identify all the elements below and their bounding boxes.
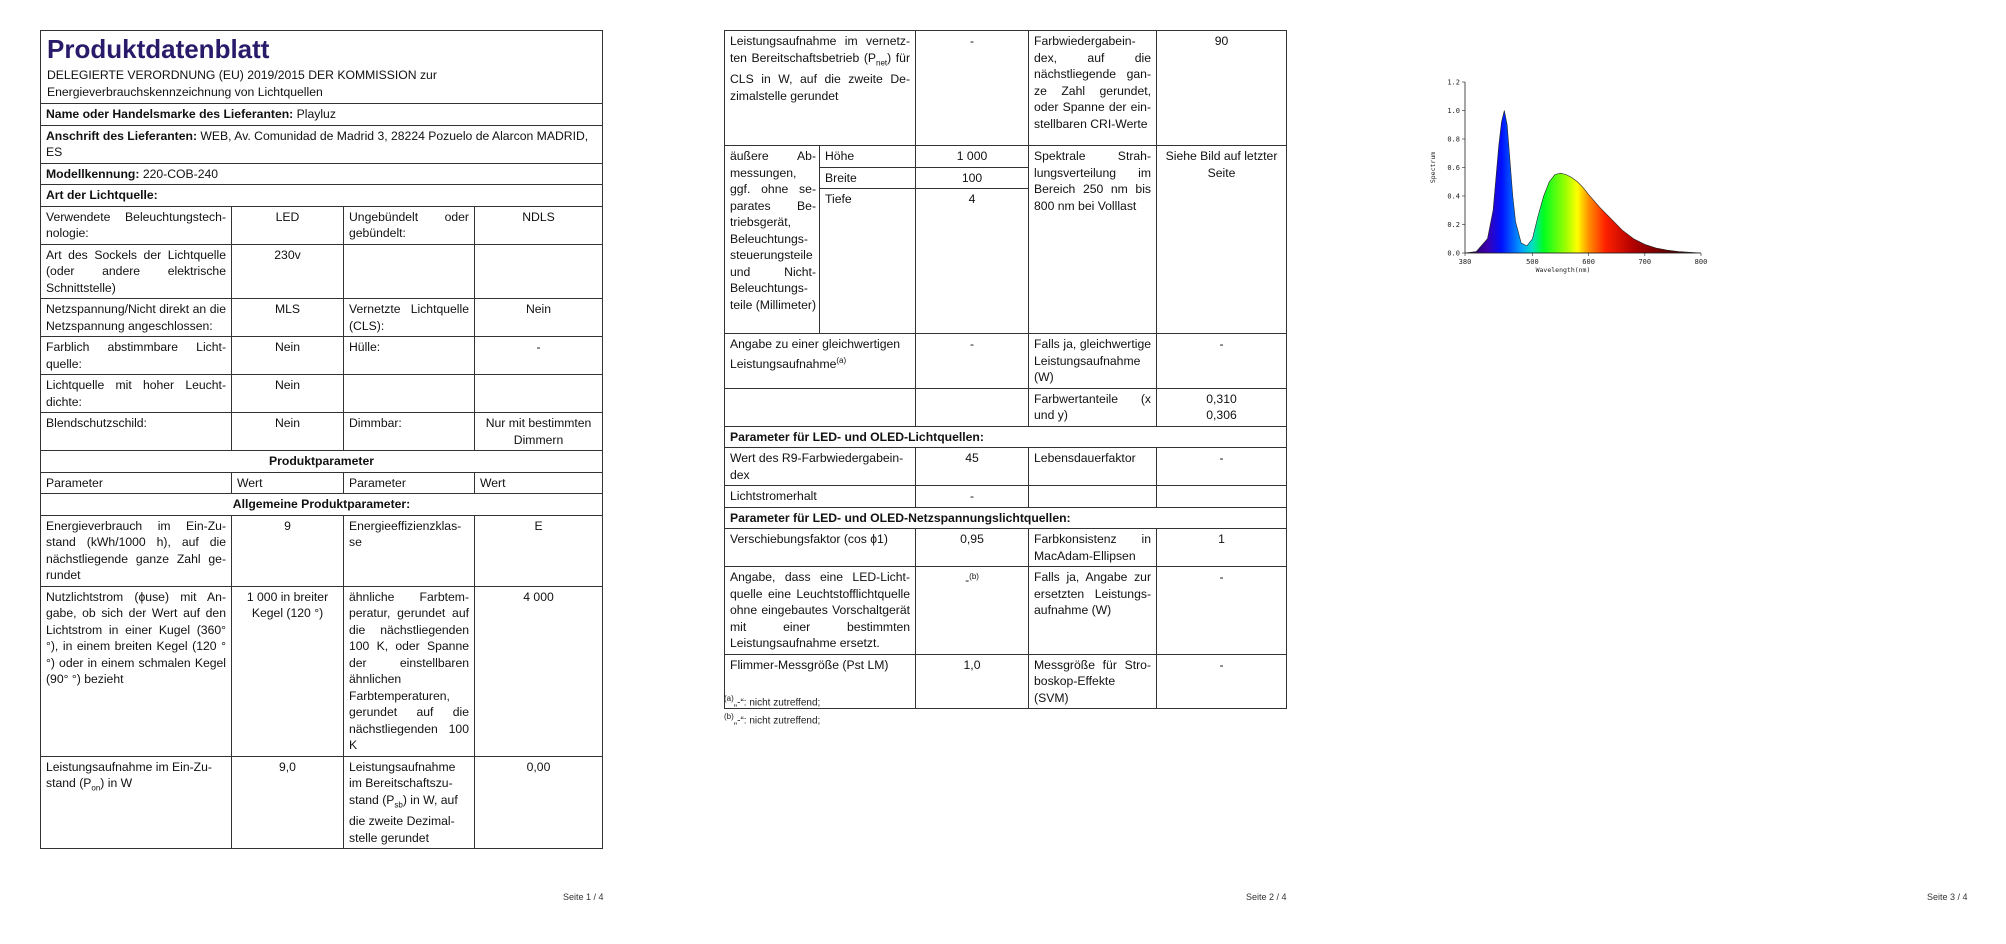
regulation-text: DELEGIERTE VERORDNUNG (EU) 2019/2015 DER KOMMISSION zur Energieverbrauchskennzeichnung von Lichtquellen <box>47 68 437 99</box>
table-row: Verschiebungsfaktor (cos ϕ1) 0,95 Farbkonsistenz in MacAdam-Ellipsen 1 <box>725 529 1287 567</box>
column-header-row: Parameter Wert Parameter Wert <box>41 472 603 494</box>
x-tick-label: 600 <box>1582 258 1595 266</box>
x-tick-label: 380 <box>1458 258 1472 266</box>
datasheet-page-1 <box>0 0 668 944</box>
table-row: Farblich abstimmbare Lichtquelle: Nein Hülle: - <box>41 337 603 375</box>
table-row: Leistungsaufnahme im Ein-Zustand $(P_{on})$ in W 9,0 Leistungsaufnahme im Bereitschaftszustand $(P_{sb})$ in W, auf die zweite Dezimalstelle gerundet 0,00 <box>41 756 603 849</box>
x-tick-label: 800 <box>1694 258 1708 266</box>
y-tick-label: 1.2 <box>1447 78 1460 87</box>
table-row: Leistungsaufnahme im vernetzten Bereitschaftsbetrieb $(P_{net})$ für CLS in W, auf die zweite Dezimalstelle gerundet - Farbwiedergabeindex, auf die nächstliegende ganze Zahl gerundet, oder Spanne der einstellbaren CRI-Werte 90 <box>725 31 1287 146</box>
product-sheet-table-2 <box>724 30 1287 709</box>
spectrum-chart <box>1423 68 1723 288</box>
footnote-a: $^{(a)}$„-“: nicht zutreffend; <box>724 694 821 709</box>
table-row: Art des Sockels der Lichtquelle (oder andere elektrische Schnittstelle) 230v <box>41 244 603 299</box>
y-tick-label: 0.4 <box>1447 192 1460 201</box>
table-row: Angabe, dass eine LED-Lichtquelle eine Leuchtstofflichtquelle ohne eingebautes Vorschaltgerät mit einer bestimmten Leistungsaufnahme ersetzt. -$^{(b)}$ Falls ja, Angabe zur ersetzten Leistungsaufnahme (W) - <box>725 567 1287 655</box>
footnote-b: $^{(b)}$„-“: nicht zutreffend; <box>724 712 821 727</box>
datasheet-page-3 <box>1337 0 2006 944</box>
table-row: Angabe zu einer gleichwertigen Leistungsaufnahme$^{(a)}$ - Falls ja, gleichwertige Leistungsaufnahme (W) - <box>725 334 1287 389</box>
y-tick-label: 0.6 <box>1447 164 1460 172</box>
page-number: Seite 1 / 4 <box>563 892 604 902</box>
address-value: WEB, Av. Comunidad de Madrid 3, 28224 Pozuelo de Alarcon MADRID, ES <box>46 128 589 159</box>
table-row: Wert des R9-Farbwiedergabeindex 45 Lebensdauerfaktor - <box>725 448 1287 486</box>
x-tick-label: 700 <box>1638 258 1652 266</box>
y-tick-label: 0.2 <box>1447 221 1460 229</box>
supplier-value: Playluz <box>296 107 336 121</box>
page-number: Seite 3 / 4 <box>1927 892 1968 902</box>
address-row: Anschrift des Lieferanten: WEB, Av. Comunidad de Madrid 3, 28224 Pozuelo de Alarcon MADRID, ES <box>41 125 603 163</box>
table-row: äußere Abmessungen, ggf. ohne separates Betriebsgerät, Beleuchtungssteuerungsteile und Nicht-Beleuchtungsteile (Millimeter) Höhe 1 000 Spektrale Strahlungsverteilung im Bereich 250 nm bis 800 nm bei Volllast Siehe Bild auf letzter Seite <box>725 146 1287 168</box>
general-params-heading: Allgemeine Produktparameter: <box>41 494 603 516</box>
table-row: Farbwertanteile (x und y) 0,310 0,306 <box>725 388 1287 426</box>
y-tick-label: 0.0 <box>1447 249 1460 258</box>
table-row: Breite 100 <box>725 167 1287 189</box>
light-source-type-heading: Art der Lichtquelle: <box>41 185 603 207</box>
table-row: Energieverbrauch im Ein-Zustand (kWh/1000 h), auf die nächstliegende ganze Zahl gerundet 9 Energieeffizienzklasse E <box>41 515 603 586</box>
sheet-title: Produktdatenblatt <box>47 34 270 64</box>
table-row: Verwendete Beleuchtungstechnologie: LED Ungebündelt oder gebündelt: NDLS <box>41 206 603 244</box>
product-params-heading: Produktparameter <box>41 451 603 473</box>
table-row: Blendschutzschild: Nein Dimmbar: Nur mit bestimmten Dimmern <box>41 413 603 451</box>
product-sheet-table-1 <box>40 30 603 849</box>
supplier-row: Name oder Handelsmarke des Lieferanten: Playluz <box>41 104 603 126</box>
table-row: Tiefe 4 <box>725 189 1287 334</box>
table-row: Nutzlichtstrom (ϕuse) mit Angabe, ob sich der Wert auf den Lichtstrom in einer Kugel (360° °), in einem breiten Kegel (120 °°) oder in einem schmalen Kegel (90° °) bezieht 1 000 in breiter Kegel (120 °) ähnliche Farbtemperatur, gerundet auf die nächstliegenden 100 K, oder Spanne der einstellbaren ähnlichen Farbtemperaturen, gerundet auf die nächstliegenden 100 K 4 000 <box>41 586 603 756</box>
y-tick-label: 0.8 <box>1447 135 1460 144</box>
x-tick-label: 500 <box>1526 258 1539 266</box>
led-params-heading: Parameter für LED- und OLED-Lichtquellen: <box>725 426 1287 448</box>
table-row: Flimmer-Messgröße (Pst LM) 1,0 Messgröße für Stroboskop-Effekte (SVM) - <box>725 654 1287 709</box>
model-row: Modellkennung: 220-COB-240 <box>41 163 603 185</box>
mains-params-heading: Parameter für LED- und OLED-Netzspannungslichtquellen: <box>725 507 1287 529</box>
table-row: Lichtstromerhalt - <box>725 486 1287 508</box>
x-axis-label: Wavelength(nm) <box>1535 266 1591 274</box>
model-value: 220-COB-240 <box>142 166 219 181</box>
y-tick-label: 1.0 <box>1447 107 1460 115</box>
table-row: Netzspannung/Nicht direkt an die Netzspannung angeschlossen: MLS Vernetzte Lichtquelle (CLS): Nein <box>41 299 603 337</box>
spectrum-area <box>1465 111 1701 254</box>
table-row: Lichtquelle mit hoher Leuchtdichte: Nein <box>41 375 603 413</box>
datasheet-page-2 <box>668 0 1337 944</box>
page-number: Seite 2 / 4 <box>1246 892 1287 902</box>
y-axis-label: Spectrum <box>1429 151 1437 184</box>
